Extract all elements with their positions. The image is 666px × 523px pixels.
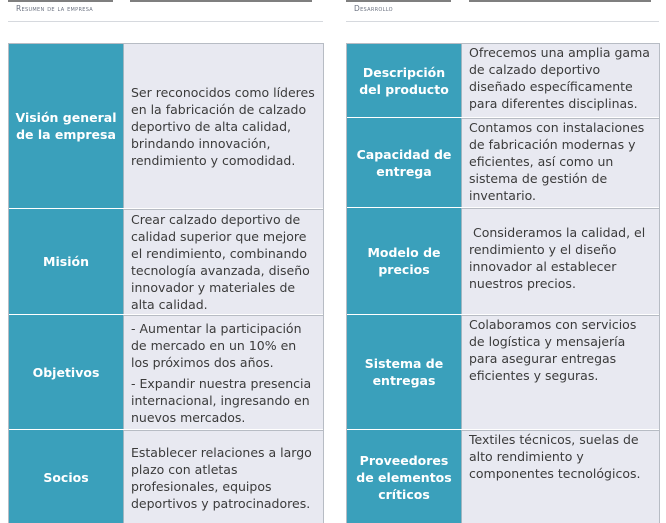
row-value-text: - Expandir nuestra presencia internacional, ingresando en nuevos mercados. xyxy=(131,375,312,425)
row-value-text: Colaboramos con servicios de logística y mensajería para asegurar entregas eficientes y seguras. xyxy=(469,317,637,383)
table-row xyxy=(347,117,659,207)
section-divider-left xyxy=(8,21,323,22)
development-table xyxy=(346,43,660,523)
section-title-left: Resumen de la empresa xyxy=(16,4,94,13)
row-label: Descripción del producto xyxy=(347,44,462,117)
table-row xyxy=(9,429,323,523)
section-title-right: Desarrollo xyxy=(354,4,393,13)
top-bar-right xyxy=(346,0,451,2)
row-value-text: Crear calzado deportivo de calidad superior que mejore el rendimiento, combinando tecnología avanzada, diseño innovador y materiales de alta calidad. xyxy=(131,212,310,312)
table-row xyxy=(347,44,659,117)
row-value xyxy=(462,430,659,523)
row-value-text: Contamos con instalaciones de fabricación modernas y eficientes, así como un sistema de gestión de inventario. xyxy=(469,120,645,203)
table-row xyxy=(9,314,323,429)
row-label: Capacidad de entrega xyxy=(347,118,462,207)
row-label: Modelo de precios xyxy=(347,208,462,314)
row-label: Objetivos xyxy=(9,315,124,429)
row-value xyxy=(462,44,659,117)
row-value-text: Ofrecemos una amplia gama de calzado deportivo diseñado específicamente para diferentes disciplinas. xyxy=(469,45,650,111)
company-summary-table xyxy=(8,43,324,523)
table-row xyxy=(347,429,659,523)
row-value-text: - Aumentar la participación de mercado en un 10% en los próximos dos años. xyxy=(131,320,302,370)
row-value-text: Consideramos la calidad, el rendimiento y el diseño innovador al establecer nuestros precios. xyxy=(469,224,650,291)
row-value xyxy=(462,118,659,207)
row-value-text: Establecer relaciones a largo plazo con atletas profesionales, equipos deportivos y patrocinadores. xyxy=(131,444,312,511)
table-row xyxy=(9,44,323,208)
row-value xyxy=(124,430,323,523)
row-value-text: Ser reconocidos como líderes en la fabricación de calzado deportivo de alta calidad, brindando innovación, rendimiento y comodidad. xyxy=(131,84,315,168)
table-row xyxy=(347,314,659,429)
row-label: Socios xyxy=(9,430,124,523)
top-bar-right-2 xyxy=(469,0,651,2)
row-label: Sistema de entregas xyxy=(347,315,462,429)
row-value xyxy=(124,209,323,314)
top-bar-left-2 xyxy=(130,0,312,2)
row-value xyxy=(462,208,659,314)
top-bar-left xyxy=(8,0,113,2)
row-value-text: Textiles técnicos, suelas de alto rendimiento y componentes tecnológicos. xyxy=(469,432,641,481)
row-label: Visión general de la empresa xyxy=(9,44,124,208)
row-label: Proveedores de elementos críticos xyxy=(347,430,462,523)
section-divider-right xyxy=(346,21,659,22)
row-value xyxy=(462,315,659,429)
row-label: Misión xyxy=(9,209,124,314)
table-row xyxy=(347,207,659,314)
row-value xyxy=(124,44,323,208)
row-value xyxy=(124,315,323,429)
table-row xyxy=(9,208,323,314)
